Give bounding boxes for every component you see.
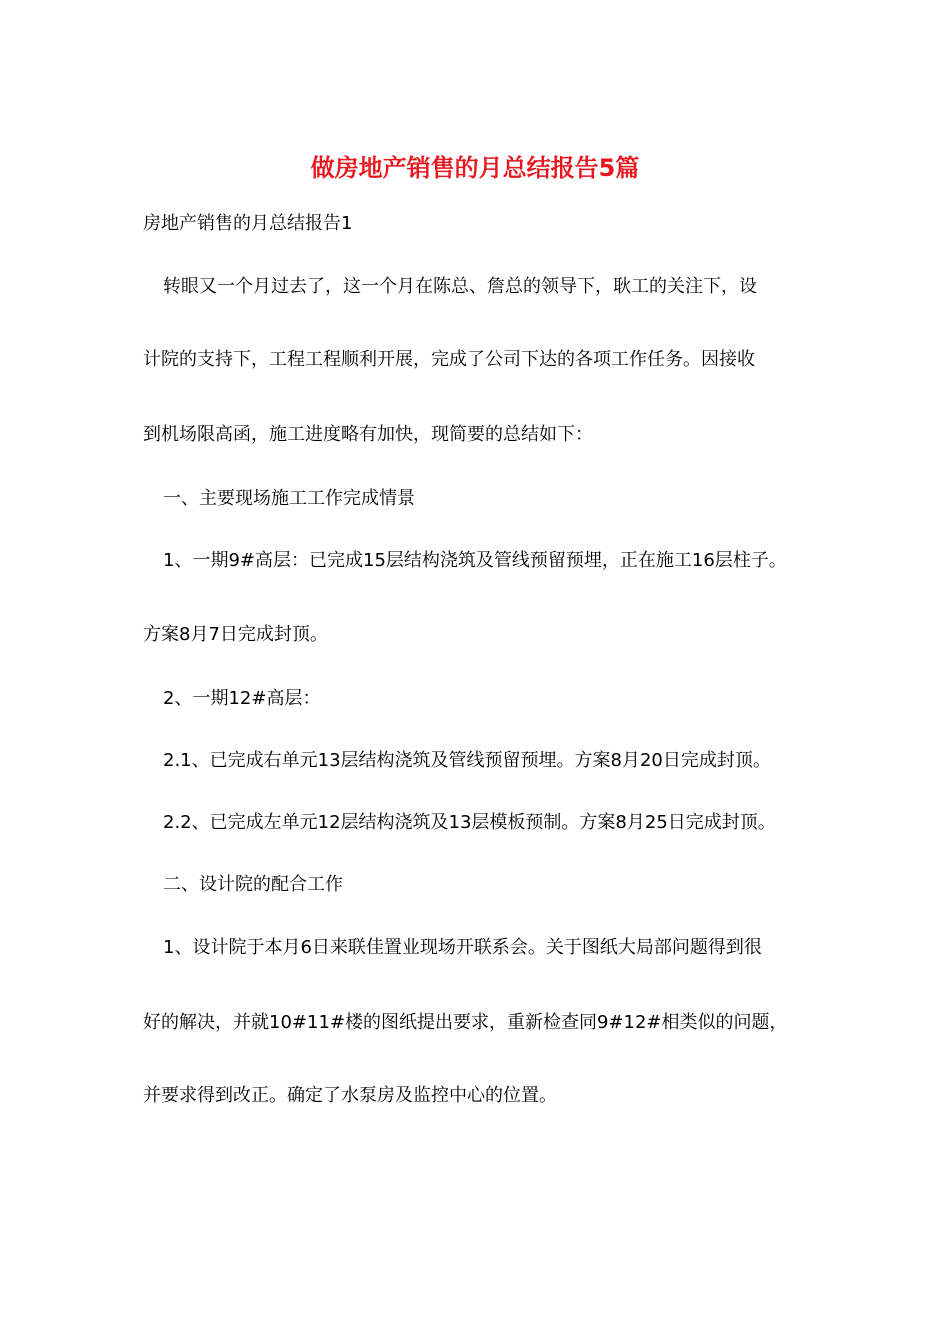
paragraph-line: 计院的支持下，工程工程顺利开展，完成了公司下达的各项工作任务。因接收 (143, 349, 755, 370)
list-item-continuation: 好的解决，并就10#11#楼的图纸提出要求，重新检查同9#12#相类似的问题， (143, 1012, 788, 1033)
list-subitem: 2.2、已完成左单元12层结构浇筑及13层模板预制。方案8月25日完成封顶。 (163, 812, 776, 833)
document-title: 做房地产销售的月总结报告5篇 (310, 154, 640, 182)
paragraph-line: 到机场限高函，施工进度略有加快，现简要的总结如下： (143, 424, 593, 445)
section-heading: 二、设计院的配合工作 (163, 874, 343, 895)
section-heading: 一、主要现场施工工作完成情景 (163, 488, 415, 509)
list-item: 1、一期9#高层：已完成15层结构浇筑及管线预留预埋，正在施工16层柱子。 (163, 550, 787, 571)
report-subtitle: 房地产销售的月总结报告1 (143, 213, 353, 234)
list-item: 2、一期12#高层： (163, 688, 321, 709)
paragraph-line: 转眼又一个月过去了，这一个月在陈总、詹总的领导下，耿工的关注下，设 (163, 276, 757, 297)
list-item: 1、设计院于本月6日来联佳置业现场开联系会。关于图纸大局部问题得到很 (163, 937, 762, 958)
list-item-continuation: 方案8月7日完成封顶。 (143, 624, 328, 645)
list-item-continuation: 并要求得到改正。确定了水泵房及监控中心的位置。 (143, 1085, 557, 1106)
list-subitem: 2.1、已完成右单元13层结构浇筑及管线预留预埋。方案8月20日完成封顶。 (163, 750, 771, 771)
